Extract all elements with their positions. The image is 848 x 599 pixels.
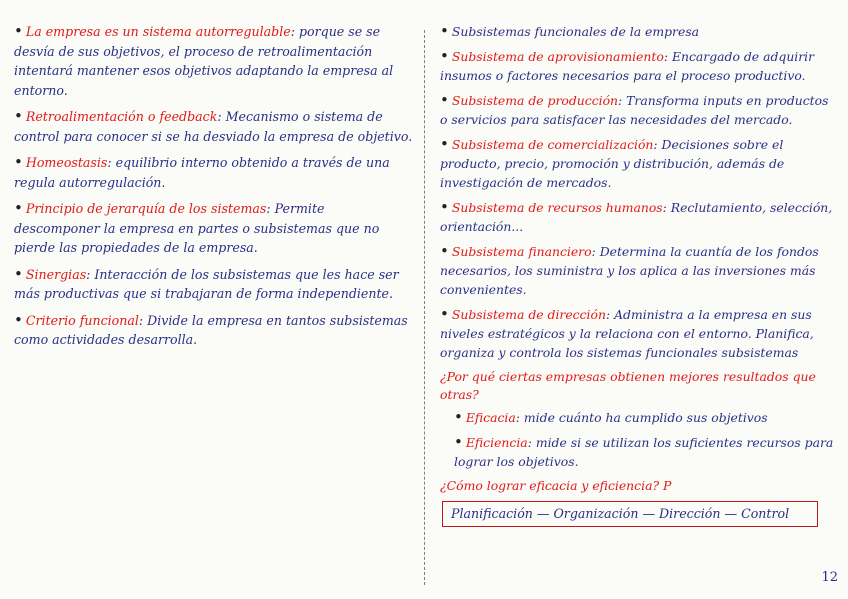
note-text: Permite descomponer la empresa en partes o subsistemas que no pierde las propiedades de la empresa. (14, 201, 380, 255)
section-heading: • Subsistemas funcionales de la empresa (440, 22, 700, 40)
note-term: Eficiencia (465, 435, 528, 450)
note-text: Transforma inputs en productos o servicios para satisfacer las necesidades del mercado. (440, 93, 829, 127)
note-autorregulable: • La empresa es un sistema autorregulable: porque se se desvía de sus objetivos, el proceso de retroalimentación intentará mantener esos objetivos adaptando la empresa al entorno. (14, 22, 394, 98)
bullet: • (14, 22, 23, 40)
note-text: Reclutamiento, selección, orientación... (440, 200, 833, 234)
bullet: • (440, 305, 449, 323)
notebook-binding-line (424, 30, 425, 585)
note-text: Mecanismo o sistema de control para conocer si se ha desviado la empresa de objetivo. (14, 109, 413, 144)
note-comercializacion: • Subsistema de comercialización: Decisiones sobre el producto, precio, promoción y distribución, además de investigación de mercados. (440, 135, 785, 190)
bullet: • (14, 264, 23, 283)
note-text: Decisiones sobre el producto, precio, promoción y distribución, además de investigación de mercados. (440, 137, 785, 190)
bullet: • (454, 433, 463, 451)
note-aprovisionamiento: • Subsistema de aprovisionamiento: Encargado de adquirir insumos o factores necesarios para el proceso productivo. (440, 47, 815, 83)
note-term: La empresa es un sistema autorregulable (25, 24, 291, 39)
note-direccion: • Subsistema de dirección: Administra a la empresa en sus niveles estratégicos y la relaciona con el entorno. Planifica, organiza y controla los sistemas funcionales subsistemas (440, 305, 814, 360)
note-text: porque se se desvía de sus objetivos, el proceso de retroalimentación intentará mantener esos objetivos adaptando la empresa al entorno. (14, 24, 394, 98)
bullet: • (440, 47, 449, 65)
bullet: • (440, 135, 449, 153)
note-term: Subsistema de aprovisionamiento (451, 49, 664, 64)
right-column (440, 22, 838, 527)
note-term: Criterio funcional (25, 312, 139, 328)
note-text: Interacción de los subsistemas que les hace ser más productivas que si trabajaran de forma independiente. (14, 266, 399, 301)
note-term: Subsistema de recursos humanos (451, 200, 663, 215)
bullet: • (14, 107, 23, 125)
note-text: mide cuánto ha cumplido sus objetivos (519, 410, 768, 425)
note-recursos-humanos: • Subsistema de recursos humanos: Reclutamiento, selección, orientación... (440, 198, 833, 234)
management-process-box: Planificación — Organización — Dirección — Control (442, 501, 818, 527)
note-feedback: • Retroalimentación o feedback: Mecanismo o sistema de control para conocer si se ha desviado la empresa de objetivo. (14, 107, 413, 144)
note-eficacia: • Eficacia: mide cuánto ha cumplido sus objetivos (454, 408, 768, 426)
note-term: Subsistema de dirección (451, 307, 606, 322)
bullet: • (454, 408, 463, 426)
bullet: • (14, 199, 23, 217)
note-criterio-funcional: • Criterio funcional: Divide la empresa en tantos subsistemas como actividades desarrolla. (14, 310, 408, 347)
bullet: • (440, 198, 449, 216)
note-text: mide si se utilizan los suficientes recursos para lograr los objetivos. (454, 435, 834, 469)
note-term: Subsistema de producción (451, 93, 619, 108)
note-jerarquia: • Principio de jerarquía de los sistemas: Permite descomponer la empresa en partes o subsistemas que no pierde las propiedades de la empresa. (14, 199, 380, 255)
note-text: Divide la empresa en tantos subsistemas como actividades desarrolla. (14, 312, 408, 347)
note-text: Encargado de adquirir insumos o factores necesarios para el proceso productivo. (440, 49, 815, 83)
bullet: • (14, 310, 23, 329)
question-resultados: ¿Por qué ciertas empresas obtienen mejores resultados que otras? (440, 369, 816, 402)
bullet: • (440, 22, 449, 40)
note-term: Principio de jerarquía de los sistemas (25, 201, 267, 216)
note-term: Retroalimentación o feedback (25, 109, 218, 124)
margin-mark: P (663, 478, 672, 493)
bullet: • (14, 153, 23, 171)
note-term: Subsistema financiero (451, 244, 592, 259)
note-term: Homeostasis (25, 155, 108, 170)
note-sinergias: • Sinergias: Interacción de los subsistemas que les hace ser más productivas que si trabajaran de forma independiente. (14, 264, 399, 301)
bullet: • (440, 242, 449, 260)
page-number: 12 (821, 570, 838, 585)
question-como-lograr: ¿Cómo lograr eficacia y eficiencia? P (440, 478, 672, 493)
note-produccion: • Subsistema de producción: Transforma inputs en productos o servicios para satisfacer las necesidades del mercado. (440, 91, 829, 127)
note-text: equilibrio interno obtenido a través de una regula autorregulación. (14, 155, 390, 190)
note-eficiencia: • Eficiencia: mide si se utilizan los suficientes recursos para lograr los objetivos. (454, 433, 834, 469)
note-term: Subsistema de comercialización (451, 137, 654, 152)
bullet: • (440, 91, 449, 109)
note-text: Determina la cuantía de los fondos necesarios, los suministra y los aplica a las inversiones más convenientes. (440, 244, 819, 297)
note-financiero: • Subsistema financiero: Determina la cuantía de los fondos necesarios, los suministra y los aplica a las inversiones más convenientes. (440, 242, 819, 297)
note-text: Administra a la empresa en sus niveles estratégicos y la relaciona con el entorno. Planifica, organiza y controla los sistemas funcionales subsistemas (440, 307, 814, 360)
note-term: Sinergias (25, 266, 87, 282)
note-term: Eficacia (465, 410, 516, 425)
note-homeostasis: • Homeostasis: equilibrio interno obtenido a través de una regula autorregulación. (14, 153, 390, 190)
left-column (14, 22, 414, 357)
